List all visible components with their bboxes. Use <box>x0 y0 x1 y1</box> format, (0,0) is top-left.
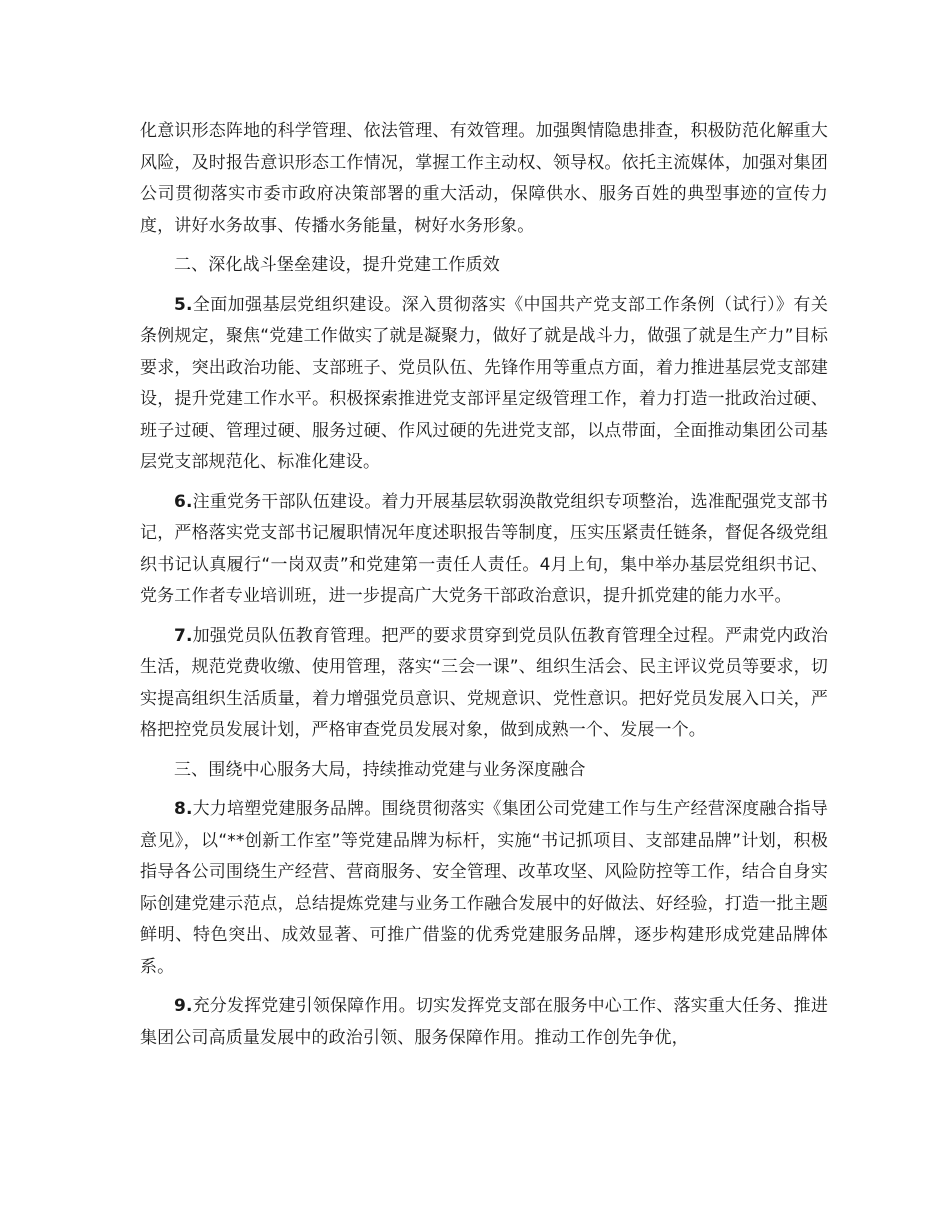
paragraph-item-9 <box>140 991 828 1054</box>
item-number: 9. <box>174 996 193 1016</box>
paragraph-item-7 <box>140 621 828 747</box>
item-text: 大力培塑党建服务品牌。围绕贯彻落实《集团公司党建工作与生产经营深度融合指导意见》，以“**创新工作室”等党建品牌为标杆，实施“书记抓项目、支部建品牌”计划，积极指导各公司围绕生产经营、营商服务、安全管理、改革攻坚、风险防控等工作，结合自身实际创建党建示范点，总结提炼党建与业务工作融合发展中的好做法、好经验，打造一批主题鲜明、特色突出、成效显著、可推广借鉴的优秀党建服务品牌，逐步构建形成党建品牌体系。 <box>140 799 828 977</box>
item-number: 7. <box>174 625 193 646</box>
item-text: 全面加强基层党组织建设。深入贯彻落实《中国共产党支部工作条例（试行）》有关条例规定，聚焦“党建工作做实了就是凝聚力，做好了就是战斗力，做强了就是生产力”目标要求，突出政治功能、支部班子、党员队伍、先锋作用等重点方面，着力推进基层党支部建设，提升党建工作水平。积极探索推进党支部评星定级管理工作，着力打造一批政治过硬、班子过硬、管理过硬、服务过硬、作风过硬的先进党支部，以点带面，全面推动集团公司基层党支部规范化、标准化建设。 <box>140 294 828 472</box>
paragraph-item-5 <box>140 290 828 479</box>
item-number: 5. <box>174 294 193 315</box>
item-number: 8. <box>174 799 193 819</box>
item-text: 注重党务干部队伍建设。着力开展基层软弱涣散党组织专项整治，选准配强党支部书记，严格落实党支部书记履职情况年度述职报告等制度，压实压紧责任链条，督促各级党组织书记认真履行“一岗双责”和党建第一责任人责任。4月上旬，集中举办基层党组织书记、党务工作者专业培训班，进一步提高广大党务干部政治意识，提升抓党建的能力水平。 <box>140 491 828 606</box>
paragraph-item-6 <box>140 487 828 613</box>
paragraph-item-8 <box>140 794 828 983</box>
document-page <box>140 116 828 1062</box>
item-text: 充分发挥党建引领保障作用。切实发挥党支部在服务中心工作、落实重大任务、推进集团公司高质量发展中的政治引领、服务保障作用。推动工作创先争优， <box>140 996 828 1048</box>
section-heading-3: 三、围绕中心服务大局，持续推动党建与业务深度融合 <box>174 759 586 780</box>
item-number: 6. <box>174 491 193 512</box>
item-text: 加强党员队伍教育管理。把严的要求贯穿到党员队伍教育管理全过程。严肃党内政治生活，规范党费收缴、使用管理，落实“三会一课”、组织生活会、民主评议党员等要求，切实提高组织生活质量，着力增强党员意识、党规意识、党性意识。把好党员发展入口关，严格把控党员发展计划，严格审查党员发展对象，做到成熟一个、发展一个。 <box>140 625 828 740</box>
section-heading-2: 二、深化战斗堡垒建设，提升党建工作质效 <box>174 255 500 275</box>
paragraph-continuation: 化意识形态阵地的科学管理、依法管理、有效管理。加强舆情隐患排查，积极防范化解重大风险，及时报告意识形态工作情况，掌握工作主动权、领导权。依托主流媒体，加强对集团公司贯彻落实市委市政府决策部署的重大活动，保障供水、服务百姓的典型事迹的宣传力度，讲好水务故事、传播水务能量，树好水务形象。 <box>140 121 828 236</box>
